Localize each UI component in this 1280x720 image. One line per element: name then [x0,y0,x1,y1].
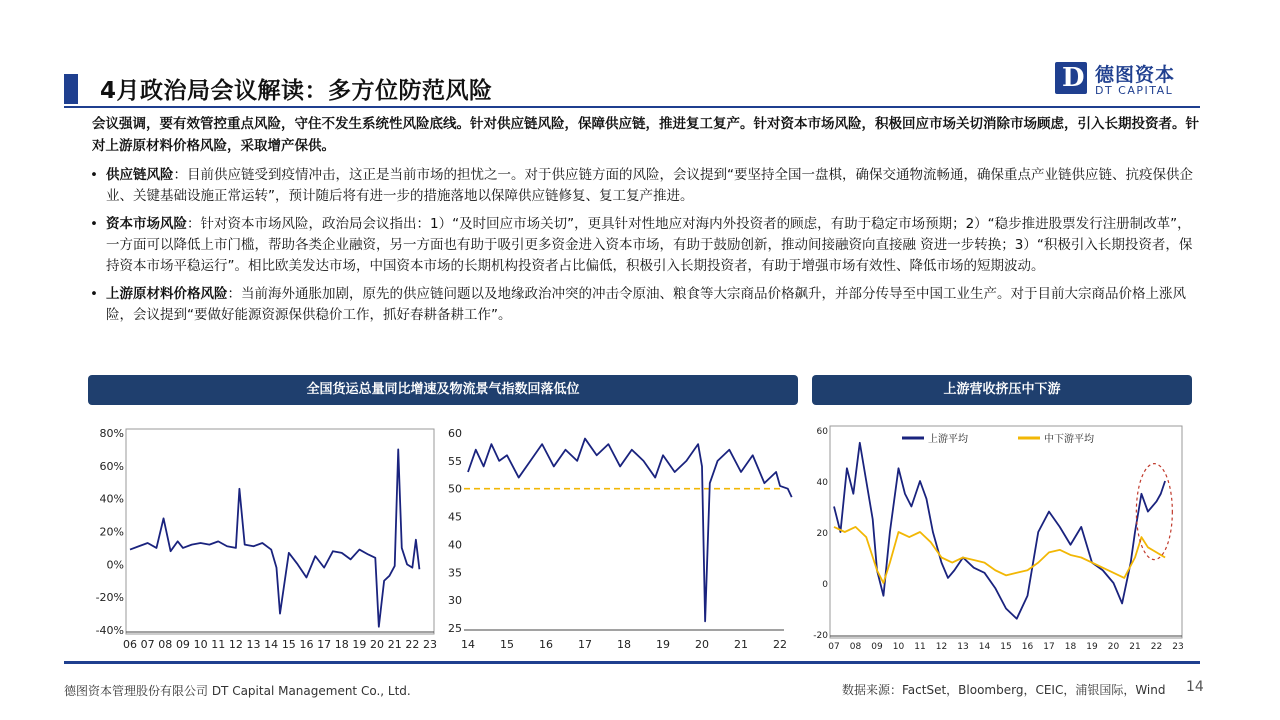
x-tick-label: 13 [246,638,261,651]
y-tick-label: 0 [822,580,828,590]
x-tick-label: 19 [1086,642,1098,652]
bullet-text: ：目前供应链受到疫情冲击，这正是当前市场的担忧之一。对于供应链方面的风险，会议提到“要坚持全国一盘棋，确保交通物流畅通，确保重点产业链供应链、抗疫保供企业、关键基础设施正常运转”，预计随后将有进一步的措施落地以保障供应链修复、复工复产推进。 [106,167,1193,204]
x-tick-label: 09 [871,642,883,652]
intro-summary: 会议强调，要有效管控重点风险，守住不发生系统性风险底线。针对供应链风险，保障供应链，推进复工复产。针对资本市场风险，积极回应市场关切消除市场顾虑，引入长期投资者。针对上游原材料价格风险，采取增产保供。 [92,116,1199,154]
x-tick-label: 13 [957,642,969,652]
series-line [834,443,1165,619]
y-tick-label: 20% [99,525,124,539]
x-tick-label: 15 [500,638,514,651]
bullet-supply-chain: • 供应链风险：目前供应链受到疫情冲击，这正是当前市场的担忧之一。对于供应链方面的风险，会议提到“要坚持全国一盘棋，确保交通物流畅通，确保重点产业链供应链、抗疫保供企业、关键基础设施正常运转”，预计随后将有进一步的措施落地以保障供应链修复、复工复产推进。 [90,167,1193,204]
x-tick-label: 18 [617,638,631,651]
x-tick-label: 11 [914,642,926,652]
x-tick-label: 22 [1150,642,1163,652]
x-tick-label: 22 [405,638,420,651]
y-tick-label: 0% [106,558,124,572]
highlight-ellipse [1136,464,1172,560]
x-tick-label: 15 [1000,642,1012,652]
x-tick-label: 18 [334,638,349,651]
y-tick-label: 80% [99,427,124,440]
left-panel-title: 全国货运总量同比增速及物流景气指数回落低位 [88,375,798,405]
x-tick-label: 16 [1021,642,1034,652]
x-tick-label: 21 [387,638,402,651]
x-tick-label: 07 [828,642,840,652]
x-tick-label: 15 [281,638,296,651]
footer-company: 德图资本管理股份有限公司 DT Capital Management Co., Ltd. [64,684,411,698]
y-tick-label: 20 [816,529,828,539]
bullet-text: ：针对资本市场风险，政治局会议指出：1）“及时回应市场关切”，更具针对性地应对海内外投资者的顾虑，有助于稳定市场预期；2）“稳步推进股票发行注册制改革”，一方面可以降低上市门槛，帮助各类企业融资，另一方面也有助于吸引更多资金进入资本市场，有助于鼓励创新，推动间接融资向直接融 资进一步转换；3）“积极引入长期投资者，保持资本市场平稳运行”。相比欧美发达市场，中国资本市场的长期机构投资者占比偏低，积极引入长期投资者，有助于增强市场有效性、降低市场的短期波动。 [106,216,1193,274]
y-tick-label: -20% [95,591,124,605]
x-tick-label: 19 [656,638,670,651]
x-tick-label: 09 [175,638,190,651]
x-tick-label: 19 [352,638,367,651]
x-tick-label: 14 [978,642,991,652]
bullet-list [90,165,1200,333]
legend-label: 中下游平均 [1044,434,1094,445]
bullet-raw-materials: • 上游原材料价格风险：当前海外通胀加剧，原先的供应链问题以及地缘政治冲突的冲击令原油、粮食等大宗商品价格飙升，并部分传导至中国工业生产。对于目前大宗商品价格上涨风险，会议提到“要做好能源资源保供稳价工作，抓好春耕备耕工作”。 [90,286,1186,323]
x-tick-label: 07 [140,638,155,651]
title-accent-bar [64,74,78,104]
x-tick-label: 14 [461,638,475,651]
y-tick-label: 55 [448,454,462,468]
series-line [468,439,792,622]
company-logo [1055,60,1195,100]
logo-chinese-name: 德图资本 [1095,64,1176,86]
x-tick-label: 12 [935,642,948,652]
freight-growth-chart [88,418,440,656]
y-tick-label: -20 [813,631,828,641]
y-tick-label: 35 [448,566,462,580]
bullet-text: ：当前海外通胀加剧，原先的供应链问题以及地缘政治冲突的冲击令原油、粮食等大宗商品价格飙升，并部分传导至中国工业生产。对于目前大宗商品价格上涨风险，会议提到“要做好能源资源保供稳价工作，抓好春耕备耕工作”。 [106,286,1186,323]
x-tick-label: 20 [695,638,709,651]
y-tick-label: 45 [448,510,462,524]
x-tick-label: 23 [423,638,437,651]
y-tick-label: 50 [448,482,462,496]
x-tick-label: 11 [211,638,226,651]
y-tick-label: 25 [448,622,462,635]
x-tick-label: 17 [1043,642,1055,652]
y-tick-label: -40% [95,624,124,637]
footer-divider [64,661,1200,664]
y-tick-label: 60 [448,427,462,440]
x-tick-label: 17 [578,638,592,651]
x-tick-label: 20 [370,638,385,651]
x-tick-label: 21 [734,638,748,651]
y-tick-label: 60% [99,459,124,473]
y-tick-label: 40% [99,492,124,506]
series-line [834,527,1165,583]
legend-label: 上游平均 [928,434,968,445]
x-tick-label: 10 [193,638,208,651]
y-tick-label: 30 [448,594,462,608]
bullet-heading: 供应链风险 [106,167,174,183]
series-line [130,449,419,626]
plot-frame [830,426,1182,638]
x-tick-label: 20 [1107,642,1120,652]
x-tick-label: 23 [1172,642,1184,652]
x-tick-label: 12 [228,638,243,651]
x-tick-label: 18 [1064,642,1077,652]
x-tick-label: 22 [773,638,787,651]
page-number: 14 [1186,679,1204,695]
logistics-index-chart [440,418,798,656]
x-tick-label: 08 [158,638,173,651]
bullet-heading: 上游原材料价格风险 [106,286,228,302]
x-tick-label: 16 [299,638,314,651]
upstream-vs-downstream-chart [812,418,1192,656]
logo-english-name: DT CAPITAL [1095,84,1174,97]
bullet-heading: 资本市场风险 [106,216,187,232]
right-panel-title: 上游营收挤压中下游 [812,375,1192,405]
footer-source: 数据来源：FactSet，Bloomberg，CEIC，浦银国际，Wind [842,683,1166,697]
header-divider [64,106,1200,108]
x-tick-label: 16 [539,638,553,651]
x-tick-label: 10 [892,642,905,652]
y-tick-label: 60 [816,427,828,437]
x-tick-label: 08 [849,642,862,652]
logo-mark-icon: D [1055,62,1087,94]
y-tick-label: 40 [816,478,828,488]
x-tick-label: 14 [264,638,279,651]
bullet-capital-market: • 资本市场风险：针对资本市场风险，政治局会议指出：1）“及时回应市场关切”，更具针对性地应对海内外投资者的顾虑，有助于稳定市场预期；2）“稳步推进股票发行注册制改革”，一方面可以降低上市门槛，帮助各类企业融资，另一方面也有助于吸引更多资金进入资本市场，有助于鼓励创新，推动间接融资向直接融 资进一步转换；3）“积极引入长期投资者，保持资本市场平稳运行”。相比欧美发达市场，中国资本市场的长期机构投资者占比偏低，积极引入长期投资者，有助于增强市场有效性、降低市场的短期波动。 [90,216,1193,274]
x-tick-label: 06 [123,638,137,651]
page-title: 4月政治局会议解读：多方位防范风险 [100,78,493,104]
y-tick-label: 40 [448,538,462,552]
x-tick-label: 21 [1129,642,1141,652]
x-tick-label: 17 [317,638,332,651]
